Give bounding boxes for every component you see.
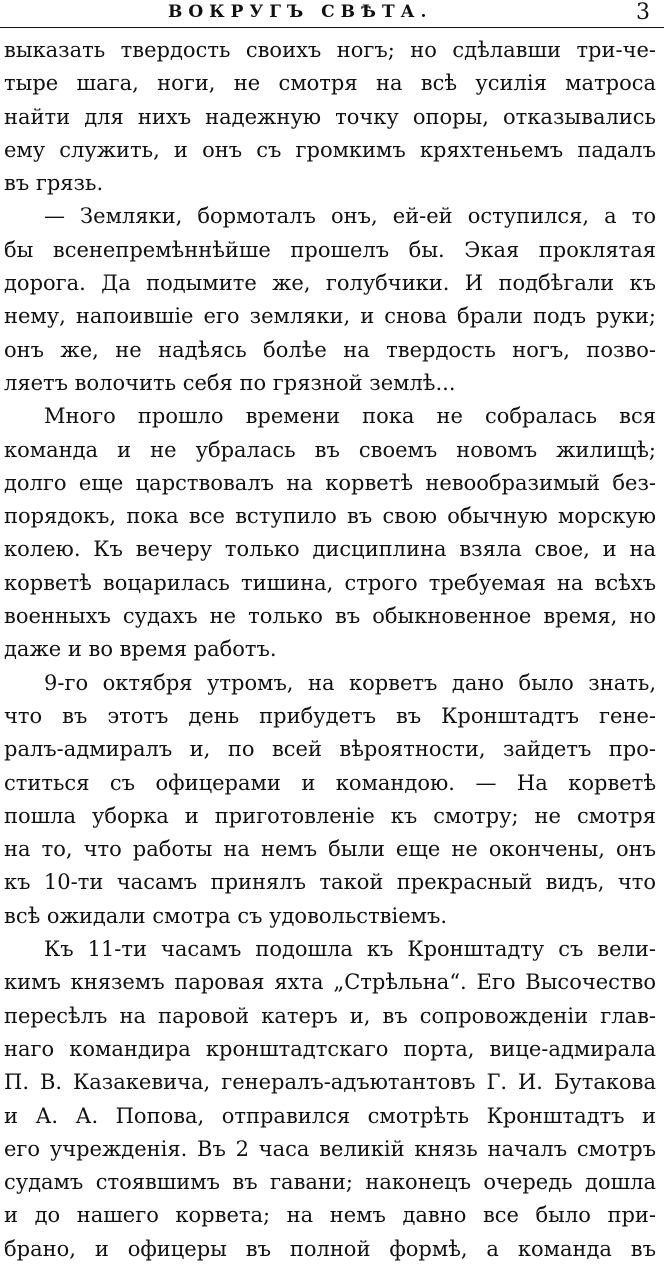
text-line: Много прошло времени пока не собралась вся (44, 404, 656, 429)
text-line: 9-го октября утромъ, на корветъ дано было знать, (44, 670, 656, 695)
text-line: долго еще царствовалъ на корветѣ невообразимый без- (4, 470, 656, 495)
running-title: ВОКРУГЪ СВѢТА. (168, 2, 433, 22)
text-line: судамъ стоявшимъ въ гавани; наконецъ очередь дошла (4, 1170, 656, 1195)
text-line: на то, что работы на немъ были еще не окончены, онъ (4, 837, 656, 862)
paragraph (4, 933, 656, 1266)
text-line: колею. Къ вечеру только дисциплина взяла свое, и на (4, 537, 656, 562)
text-line: что въ этотъ день прибудетъ въ Кронштадтъ гене- (4, 703, 656, 728)
text-line: — Земляки, бормоталъ онъ, ей-ей оступился, а то (44, 204, 656, 229)
header-rule (0, 27, 664, 28)
text-line: корветѣ воцарилась тишина, строго требуемая на всѣхъ (4, 570, 656, 595)
text-line: найти для нихъ надежную точку опоры, отказывались (4, 104, 656, 129)
text-line: пошла уборка и приготовленіе къ смотру; не смотря (4, 803, 656, 828)
text-line: ляетъ волочить себя по грязной землѣ... (4, 370, 456, 395)
text-line: онъ же, не надѣясь болѣе на твердость ногъ, позво- (4, 337, 656, 362)
text-line: выказать твердость своихъ ногъ; но сдѣлавши три-че- (4, 38, 656, 62)
text-line: П. В. Казакевича, генералъ-адъютантовъ Г. И. Бутакова (4, 1070, 656, 1095)
text-line: ститься съ офицерами и командою. — На корветѣ (4, 770, 656, 795)
text-line: и до нашего корвета; на немъ давно все было при- (4, 1203, 656, 1228)
paragraph (4, 34, 656, 200)
text-line: Къ 11-ти часамъ подошла къ Кронштадту съ вели- (44, 937, 656, 962)
text-line: бы всенепремѣннѣйше прошелъ бы. Экая проклятая (4, 237, 656, 262)
text-line: ему служить, и онъ съ громкимъ кряхтеньемъ падалъ (4, 137, 656, 162)
text-line: порядокъ, пока все вступило въ свою обычную морскую (4, 504, 656, 529)
text-line: къ 10-ти часамъ принялъ такой прекрасный видъ, что (4, 870, 656, 895)
text-line: даже и во время работъ. (4, 637, 277, 662)
text-line: нему, напоившіе его земляки, и снова брали подъ руки; (4, 304, 656, 329)
text-line: въ грязь. (4, 171, 104, 196)
text-line: брано, и офицеры въ полной формѣ, а команда въ (4, 1236, 656, 1261)
text-line: всѣ ожидали смотра съ удовольствіемъ. (4, 903, 448, 928)
paragraph (4, 200, 656, 400)
body-text (4, 34, 656, 1266)
text-line: его учрежденія. Въ 2 часа великій князь началъ смотръ (4, 1136, 656, 1161)
text-line: команда и не убралась въ своемъ новомъ жилищѣ; (4, 437, 656, 462)
text-line: наго командира кронштадтскаго порта, вице-адмирала (4, 1036, 656, 1061)
text-line: пересѣлъ на паровой катеръ и, въ сопровожденіи глав- (4, 1003, 656, 1028)
page-header (0, 0, 664, 30)
text-line: кимъ княземъ паровая яхта „Стрѣльна“. Его Высочество (4, 970, 656, 995)
paragraph (4, 400, 656, 666)
text-line: дорога. Да подымите же, голубчики. И подбѣгали къ (4, 271, 656, 296)
text-line: тыре шага, ноги, не смотря на всѣ усилія матроса (4, 71, 656, 96)
page-number: 3 (636, 0, 650, 25)
text-line: ралъ-адмиралъ и, по всей вѣроятности, зайдетъ про- (4, 737, 656, 762)
text-line: военныхъ судахъ не только въ обыкновенное время, но (4, 604, 656, 629)
text-line: и А. А. Попова, отправился смотрѣть Кронштадтъ и (4, 1103, 656, 1128)
paragraph (4, 667, 656, 933)
